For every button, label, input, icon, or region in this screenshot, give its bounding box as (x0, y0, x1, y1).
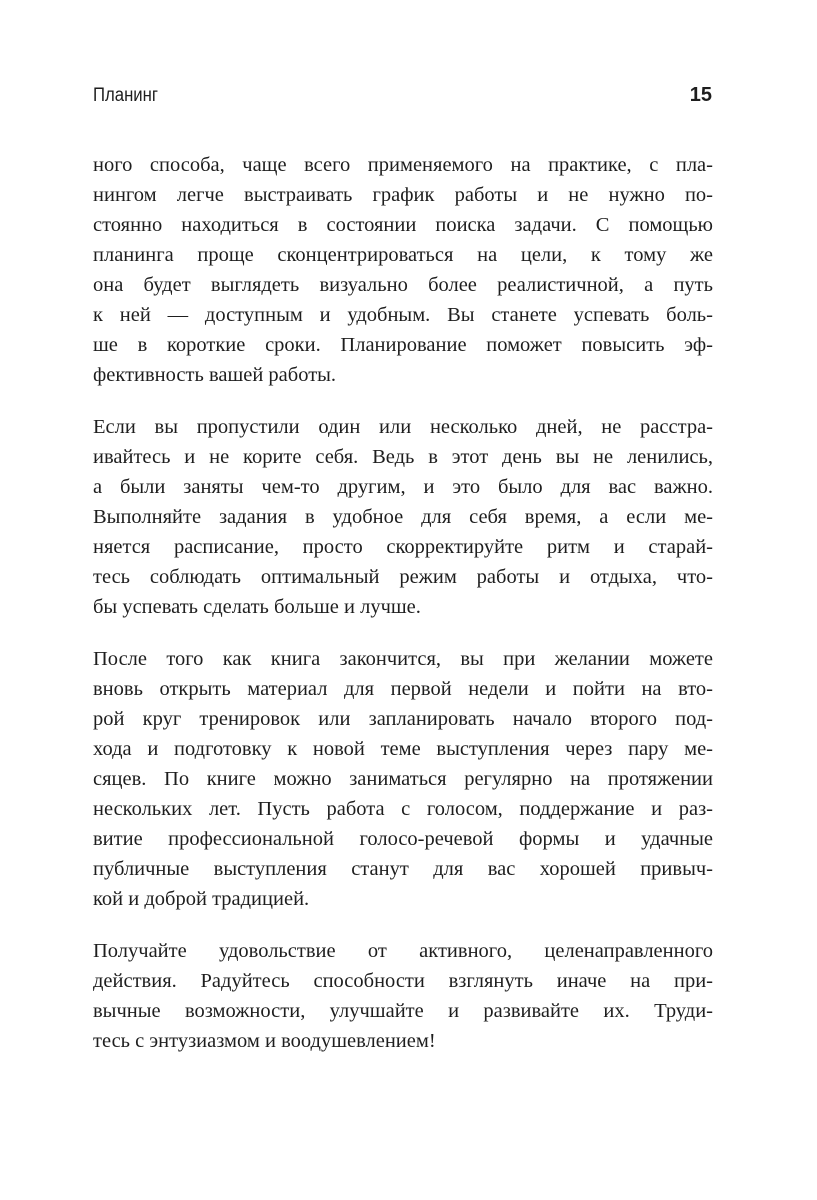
text-line: а были заняты чем-то другим, и это было для вас важно. (93, 476, 713, 498)
text-line: к ней — доступным и удобным. Вы станете успевать боль- (93, 304, 713, 326)
text-line: бы успевать сделать больше и лучше. (93, 596, 421, 618)
page-number: 15 (689, 84, 712, 106)
text-line: ше в короткие сроки. Планирование поможет повысить эф- (93, 334, 713, 356)
text-line: стоянно находиться в состоянии поиска задачи. С помощью (93, 214, 713, 236)
text-line: тесь с энтузиазмом и воодушевлением! (93, 1030, 436, 1052)
text-line: нескольких лет. Пусть работа с голосом, поддержание и раз- (93, 798, 713, 820)
text-line: Получайте удовольствие от активного, целенаправленного (93, 940, 713, 962)
paragraph-4 (93, 936, 713, 1056)
text-line: няется расписание, просто скорректируйте ритм и старай- (93, 536, 713, 558)
text-line: хода и подготовку к новой теме выступления через пару ме- (93, 738, 713, 760)
paragraph-3 (93, 644, 713, 914)
text-line: ного способа, чаще всего применяемого на практике, с пла- (93, 154, 713, 176)
text-line: кой и доброй традицией. (93, 888, 310, 910)
text-line: планинга проще сконцентрироваться на цели, к тому же (93, 244, 713, 266)
text-line: После того как книга закончится, вы при желании можете (93, 648, 713, 670)
paragraph-2 (93, 412, 713, 622)
text-line: вычные возможности, улучшайте и развивайте их. Труди- (93, 1000, 713, 1022)
text-line: фективность вашей работы. (93, 364, 337, 386)
text-line: ивайтесь и не корите себя. Ведь в этот день вы не ленились, (93, 446, 713, 468)
text-line: нингом легче выстраивать график работы и не нужно по- (93, 184, 713, 206)
text-line: действия. Радуйтесь способности взглянуть иначе на при- (93, 970, 713, 992)
text-line: Выполняйте задания в удобное для себя время, а если ме- (93, 506, 713, 528)
text-line: она будет выглядеть визуально более реалистичной, а путь (93, 274, 713, 296)
text-line: рой круг тренировок или запланировать начало второго под- (93, 708, 713, 730)
body-text (93, 150, 713, 1078)
text-line: Если вы пропустили один или несколько дней, не расстра- (93, 416, 713, 438)
text-line: тесь соблюдать оптимальный режим работы и отдыха, что- (93, 566, 713, 588)
page-header (93, 84, 712, 107)
paragraph-1 (93, 150, 713, 390)
text-line: витие профессиональной голосо-речевой формы и удачные (93, 828, 713, 850)
running-head: Планинг (93, 85, 158, 106)
text-line: вновь открыть материал для первой недели и пойти на вто- (93, 678, 713, 700)
text-line: публичные выступления станут для вас хорошей привыч- (93, 858, 713, 880)
text-line: сяцев. По книге можно заниматься регулярно на протяжении (93, 768, 713, 790)
